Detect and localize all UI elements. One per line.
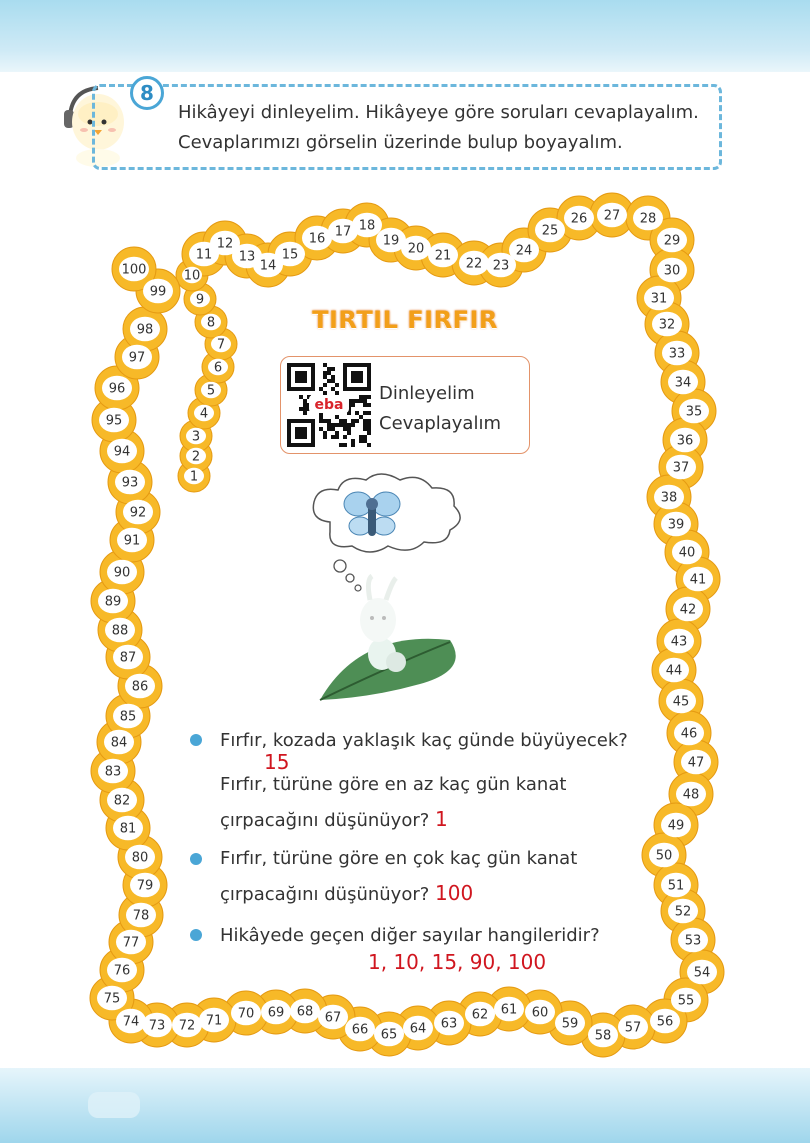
caterpillar-number: 17 bbox=[334, 224, 352, 240]
caterpillar-number: 58 bbox=[594, 1028, 612, 1044]
caterpillar-number: 39 bbox=[667, 517, 685, 533]
caterpillar-number-bead[interactable] bbox=[649, 843, 679, 868]
caterpillar-number: 44 bbox=[665, 663, 683, 679]
caterpillar-number: 91 bbox=[123, 533, 141, 549]
caterpillar-number: 37 bbox=[672, 460, 690, 476]
caterpillar-number: 15 bbox=[281, 247, 299, 263]
caterpillar-number: 54 bbox=[693, 965, 711, 981]
caterpillar-number: 56 bbox=[656, 1014, 674, 1030]
qr-module bbox=[367, 403, 371, 407]
qr-module bbox=[319, 419, 323, 423]
caterpillar-number-bead[interactable] bbox=[666, 455, 696, 480]
qr-module bbox=[331, 435, 335, 439]
caterpillar-number: 52 bbox=[674, 904, 692, 920]
caterpillar-number: 81 bbox=[119, 821, 137, 837]
qr-module bbox=[355, 399, 359, 403]
qr-module bbox=[319, 415, 323, 419]
caterpillar-number-bead[interactable] bbox=[116, 1009, 146, 1034]
caterpillar-number: 66 bbox=[351, 1022, 369, 1038]
answer-2: 1 bbox=[435, 807, 448, 831]
qr-module bbox=[335, 415, 339, 419]
caterpillar-number-bead[interactable] bbox=[668, 370, 698, 395]
qr-module bbox=[363, 423, 367, 427]
qr-audio-card[interactable] bbox=[280, 356, 530, 454]
qr-module bbox=[331, 375, 335, 379]
caterpillar-number: 45 bbox=[672, 694, 690, 710]
caterpillar-number-bead[interactable] bbox=[652, 312, 682, 337]
caterpillar-number: 7 bbox=[216, 337, 226, 353]
caterpillar-number: 5 bbox=[206, 383, 216, 399]
caterpillar-number-bead[interactable] bbox=[115, 470, 145, 495]
caterpillar-number: 12 bbox=[216, 236, 234, 252]
caterpillar-number: 25 bbox=[541, 223, 559, 239]
caterpillar-number-bead[interactable] bbox=[668, 899, 698, 924]
caterpillar-number-bead[interactable] bbox=[664, 629, 694, 654]
caterpillar-number-bead[interactable] bbox=[142, 1013, 172, 1038]
question-text: Hikâyede geçen diğer sayılar hangileridir? bbox=[220, 925, 600, 946]
qr-module bbox=[367, 423, 371, 427]
caterpillar-number: 22 bbox=[465, 256, 483, 272]
caterpillar-number: 79 bbox=[136, 878, 154, 894]
caterpillar-number-bead[interactable] bbox=[555, 1011, 585, 1036]
qr-module bbox=[343, 427, 347, 431]
caterpillar-number: 29 bbox=[663, 233, 681, 249]
caterpillar-number-bead[interactable] bbox=[119, 257, 149, 282]
caterpillar-number-bead[interactable] bbox=[661, 813, 691, 838]
caterpillar-number: 41 bbox=[689, 572, 707, 588]
caterpillar-number-bead[interactable] bbox=[535, 218, 565, 243]
caterpillar-number: 68 bbox=[296, 1004, 314, 1020]
qr-module bbox=[331, 427, 335, 431]
caterpillar-number-bead[interactable] bbox=[275, 242, 305, 267]
caterpillar-number-bead[interactable] bbox=[683, 567, 713, 592]
caterpillar-number-bead[interactable] bbox=[657, 258, 687, 283]
caterpillar-number-bead[interactable] bbox=[633, 206, 663, 231]
qr-finder bbox=[351, 371, 363, 383]
caterpillar-number: 89 bbox=[104, 594, 122, 610]
qr-module bbox=[367, 431, 371, 435]
caterpillar-number: 53 bbox=[684, 933, 702, 949]
caterpillar-number-bead[interactable] bbox=[671, 988, 701, 1013]
qr-module bbox=[351, 423, 355, 427]
qr-module bbox=[347, 423, 351, 427]
question-2 bbox=[220, 768, 566, 838]
caterpillar-number-bead[interactable] bbox=[345, 1017, 375, 1042]
caterpillar-number-bead[interactable] bbox=[172, 1013, 202, 1038]
caterpillar-number-bead[interactable] bbox=[659, 658, 689, 683]
qr-module bbox=[303, 399, 307, 403]
caterpillar-number: 32 bbox=[658, 317, 676, 333]
qr-module bbox=[347, 427, 351, 431]
qr-module bbox=[339, 443, 343, 447]
qr-module bbox=[359, 415, 363, 419]
caterpillar-number: 50 bbox=[655, 848, 673, 864]
caterpillar-number-bead[interactable] bbox=[657, 228, 687, 253]
caterpillar-number-bead[interactable] bbox=[104, 730, 134, 755]
caterpillar-number-bead[interactable] bbox=[597, 203, 627, 228]
caterpillar-number-bead[interactable] bbox=[199, 1008, 229, 1033]
caterpillar-number: 30 bbox=[663, 263, 681, 279]
qr-module bbox=[351, 419, 355, 423]
caterpillar-number-bead[interactable] bbox=[105, 618, 135, 643]
caterpillar-number: 16 bbox=[308, 231, 326, 247]
caterpillar-number-bead[interactable] bbox=[650, 1009, 680, 1034]
qr-module bbox=[327, 423, 331, 427]
caterpillar-number-bead[interactable] bbox=[401, 236, 431, 261]
caterpillar-number: 71 bbox=[205, 1013, 223, 1029]
caterpillar-number-bead[interactable] bbox=[564, 206, 594, 231]
caterpillar-number-bead[interactable] bbox=[102, 376, 132, 401]
caterpillar-number-bead[interactable] bbox=[661, 512, 691, 537]
answer-3: 100 bbox=[435, 881, 474, 905]
qr-module bbox=[303, 403, 307, 407]
caterpillar-number: 57 bbox=[624, 1020, 642, 1036]
caterpillar-number-bead[interactable] bbox=[618, 1015, 648, 1040]
question-text: Fırfır, türüne göre en az kaç gün kanat bbox=[220, 774, 567, 795]
caterpillar-number: 73 bbox=[148, 1018, 166, 1034]
qr-module bbox=[327, 379, 331, 383]
qr-module bbox=[355, 411, 359, 415]
caterpillar-number: 94 bbox=[113, 444, 131, 460]
caterpillar-number: 24 bbox=[515, 243, 533, 259]
caterpillar-number-bead[interactable] bbox=[99, 408, 129, 433]
caterpillar-number-bead[interactable] bbox=[182, 267, 202, 284]
caterpillar-number: 34 bbox=[674, 375, 692, 391]
qr-module bbox=[319, 427, 323, 431]
qr-module bbox=[351, 403, 355, 407]
caterpillar-number: 3 bbox=[191, 429, 201, 445]
qr-module bbox=[323, 431, 327, 435]
question-3 bbox=[220, 842, 577, 912]
qr-module bbox=[327, 367, 331, 371]
qr-module bbox=[363, 435, 367, 439]
caterpillar-number: 1 bbox=[189, 469, 199, 485]
question-text: çırpacağını düşünüyor? bbox=[220, 884, 430, 905]
caterpillar-number: 97 bbox=[128, 350, 146, 366]
qr-module bbox=[323, 383, 327, 387]
caterpillar-number-bead[interactable] bbox=[403, 1016, 433, 1041]
caterpillar-number: 13 bbox=[238, 249, 256, 265]
caterpillar-number: 59 bbox=[561, 1016, 579, 1032]
caterpillar-number: 67 bbox=[324, 1010, 342, 1026]
caterpillar-number-bead[interactable] bbox=[676, 782, 706, 807]
qr-module bbox=[351, 443, 355, 447]
caterpillar-number-bead[interactable] bbox=[352, 213, 382, 238]
qr-module bbox=[367, 395, 371, 399]
caterpillar-number: 78 bbox=[132, 908, 150, 924]
caterpillar-number-bead[interactable] bbox=[654, 485, 684, 510]
qr-module bbox=[299, 395, 303, 399]
qr-module bbox=[347, 431, 351, 435]
caterpillar-number: 80 bbox=[131, 850, 149, 866]
qr-module bbox=[331, 379, 335, 383]
caterpillar-number-bead[interactable] bbox=[459, 251, 489, 276]
caterpillar-number-bead[interactable] bbox=[116, 930, 146, 955]
qr-module bbox=[367, 443, 371, 447]
qr-module bbox=[343, 435, 347, 439]
caterpillar-number: 38 bbox=[660, 490, 678, 506]
qr-module bbox=[367, 411, 371, 415]
qr-card-label bbox=[379, 379, 501, 439]
caterpillar-number-bead[interactable] bbox=[679, 399, 709, 424]
caterpillar-number: 65 bbox=[380, 1027, 398, 1043]
qr-module bbox=[363, 403, 367, 407]
caterpillar-number-bead[interactable] bbox=[302, 226, 332, 251]
qr-module bbox=[363, 419, 367, 423]
caterpillar-number: 75 bbox=[103, 991, 121, 1007]
caterpillar-number-bead[interactable] bbox=[588, 1023, 618, 1048]
caterpillar-number-bead[interactable] bbox=[661, 873, 691, 898]
qr-module bbox=[355, 419, 359, 423]
qr-module bbox=[331, 423, 335, 427]
caterpillar-number: 72 bbox=[178, 1018, 196, 1034]
caterpillar-number-bead[interactable] bbox=[113, 816, 143, 841]
caterpillar-number-bead[interactable] bbox=[318, 1005, 348, 1030]
caterpillar-number: 14 bbox=[259, 258, 277, 274]
caterpillar-number: 48 bbox=[682, 787, 700, 803]
caterpillar-number-bead[interactable] bbox=[125, 674, 155, 699]
question-bullet bbox=[190, 853, 202, 865]
caterpillar-number: 74 bbox=[122, 1014, 140, 1030]
caterpillar-number: 23 bbox=[492, 258, 510, 274]
caterpillar-number-bead[interactable] bbox=[130, 873, 160, 898]
qr-module bbox=[323, 419, 327, 423]
caterpillar-number-bead[interactable] bbox=[670, 428, 700, 453]
caterpillar-number-bead[interactable] bbox=[465, 1002, 495, 1027]
caterpillar-number: 19 bbox=[382, 233, 400, 249]
question-4 bbox=[220, 919, 600, 953]
caterpillar-number-bead[interactable] bbox=[113, 704, 143, 729]
caterpillar-number: 28 bbox=[639, 211, 657, 227]
caterpillar-number: 87 bbox=[119, 650, 137, 666]
caterpillar-number: 92 bbox=[129, 505, 147, 521]
qr-card-line: Cevaplayalım bbox=[379, 413, 502, 434]
qr-card-line: Dinleyelim bbox=[379, 383, 475, 404]
qr-module bbox=[303, 407, 307, 411]
caterpillar-number: 82 bbox=[113, 793, 131, 809]
caterpillar-number-bead[interactable] bbox=[125, 845, 155, 870]
caterpillar-number-bead[interactable] bbox=[290, 999, 320, 1024]
caterpillar-number-bead[interactable] bbox=[644, 286, 674, 311]
caterpillar-number: 21 bbox=[434, 248, 452, 264]
caterpillar-number-bead[interactable] bbox=[662, 341, 692, 366]
qr-module bbox=[367, 427, 371, 431]
caterpillar-number-bead[interactable] bbox=[143, 279, 173, 304]
caterpillar-number: 2 bbox=[191, 449, 201, 465]
caterpillar-number: 10 bbox=[183, 268, 201, 284]
caterpillar-number: 69 bbox=[267, 1005, 285, 1021]
caterpillar-number-bead[interactable] bbox=[261, 1000, 291, 1025]
caterpillar-number: 83 bbox=[104, 764, 122, 780]
qr-module bbox=[335, 431, 339, 435]
caterpillar-number: 4 bbox=[199, 406, 209, 422]
qr-module bbox=[299, 407, 303, 411]
qr-module bbox=[335, 435, 339, 439]
caterpillar-number: 55 bbox=[677, 993, 695, 1009]
caterpillar-number: 35 bbox=[685, 404, 703, 420]
qr-module bbox=[323, 371, 327, 375]
caterpillar-number-bead[interactable] bbox=[113, 645, 143, 670]
qr-module bbox=[327, 419, 331, 423]
caterpillar-number: 100 bbox=[121, 262, 147, 278]
caterpillar-number-bead[interactable] bbox=[107, 439, 137, 464]
eba-logo-text: eba bbox=[314, 397, 344, 413]
caterpillar-number: 86 bbox=[131, 679, 149, 695]
instruction-line: Hikâyeyi dinleyelim. Hikâyeye göre soruları cevaplayalım. bbox=[178, 102, 699, 123]
caterpillar-number-bead[interactable] bbox=[509, 238, 539, 263]
question-bullet bbox=[190, 929, 202, 941]
qr-module bbox=[363, 395, 367, 399]
caterpillar-number: 40 bbox=[678, 545, 696, 561]
question-text: çırpacağını düşünüyor? bbox=[220, 810, 430, 831]
caterpillar-number: 18 bbox=[358, 218, 376, 234]
caterpillar-number: 8 bbox=[206, 315, 216, 331]
qr-module bbox=[319, 387, 323, 391]
caterpillar-number-bead[interactable] bbox=[374, 1022, 404, 1047]
caterpillar-number-bead[interactable] bbox=[130, 317, 160, 342]
caterpillar-number-bead[interactable] bbox=[98, 759, 128, 784]
caterpillar-number-bead[interactable] bbox=[97, 986, 127, 1011]
question-text: Fırfır, kozada yaklaşık kaç günde büyüyecek? bbox=[220, 730, 628, 751]
caterpillar-number: 70 bbox=[237, 1006, 255, 1022]
qr-module bbox=[343, 423, 347, 427]
question-text: Fırfır, türüne göre en çok kaç gün kanat bbox=[220, 848, 578, 869]
eba-logo-icon bbox=[309, 395, 349, 413]
caterpillar-number: 31 bbox=[650, 291, 668, 307]
caterpillar-number: 77 bbox=[122, 935, 140, 951]
qr-module bbox=[335, 423, 339, 427]
caterpillar-number: 99 bbox=[149, 284, 167, 300]
caterpillar-number-bead[interactable] bbox=[434, 1011, 464, 1036]
caterpillar-number: 20 bbox=[407, 241, 425, 257]
qr-module bbox=[327, 371, 331, 375]
caterpillar-number: 11 bbox=[195, 247, 213, 263]
caterpillar-number-bead[interactable] bbox=[428, 243, 458, 268]
caterpillar-number: 51 bbox=[667, 878, 685, 894]
instruction-line: Cevaplarımızı görselin üzerinde bulup boyayalım. bbox=[178, 132, 623, 153]
caterpillar-number-bead[interactable] bbox=[673, 597, 703, 622]
answer-1: 15 bbox=[264, 750, 290, 774]
qr-module bbox=[359, 395, 363, 399]
qr-module bbox=[359, 439, 363, 443]
caterpillar-number: 88 bbox=[111, 623, 129, 639]
caterpillar-number-bead[interactable] bbox=[674, 721, 704, 746]
caterpillar-number-bead[interactable] bbox=[117, 528, 147, 553]
caterpillar-number: 33 bbox=[668, 346, 686, 362]
qr-module bbox=[363, 439, 367, 443]
answer-4: 1, 10, 15, 90, 100 bbox=[368, 950, 547, 974]
caterpillar-number-bead[interactable] bbox=[126, 903, 156, 928]
qr-module bbox=[339, 423, 343, 427]
caterpillar-number-bead[interactable] bbox=[525, 1000, 555, 1025]
caterpillar-number: 43 bbox=[670, 634, 688, 650]
caterpillar-number: 6 bbox=[213, 360, 223, 376]
qr-module bbox=[331, 387, 335, 391]
qr-module bbox=[359, 435, 363, 439]
caterpillar-number: 98 bbox=[136, 322, 154, 338]
qr-module bbox=[363, 399, 367, 403]
qr-module bbox=[323, 375, 327, 379]
caterpillar-number: 96 bbox=[108, 381, 126, 397]
caterpillar-number-bead[interactable] bbox=[123, 500, 153, 525]
caterpillar-number-bead[interactable] bbox=[681, 750, 711, 775]
caterpillar-number-bead[interactable] bbox=[122, 345, 152, 370]
qr-module bbox=[323, 435, 327, 439]
qr-module bbox=[351, 399, 355, 403]
caterpillar-dreaming-illustration bbox=[300, 470, 500, 710]
caterpillar-number-bead[interactable] bbox=[494, 997, 524, 1022]
caterpillar-number-bead[interactable] bbox=[98, 589, 128, 614]
caterpillar-number: 49 bbox=[667, 818, 685, 834]
qr-module bbox=[351, 439, 355, 443]
caterpillar-number: 76 bbox=[113, 963, 131, 979]
caterpillar-number: 95 bbox=[105, 413, 123, 429]
caterpillar-number: 90 bbox=[113, 565, 131, 581]
caterpillar-number: 62 bbox=[471, 1007, 489, 1023]
caterpillar-number-bead[interactable] bbox=[231, 1001, 261, 1026]
qr-module bbox=[323, 363, 327, 367]
caterpillar-number-bead[interactable] bbox=[107, 958, 137, 983]
caterpillar-number-bead[interactable] bbox=[666, 689, 696, 714]
caterpillar-number-bead[interactable] bbox=[678, 928, 708, 953]
caterpillar-number: 61 bbox=[500, 1002, 518, 1018]
story-title: TIRTIL FIRFIR bbox=[312, 306, 498, 334]
caterpillar-number: 47 bbox=[687, 755, 705, 771]
caterpillar-number: 9 bbox=[195, 292, 205, 308]
caterpillar-number: 26 bbox=[570, 211, 588, 227]
qr-module bbox=[331, 367, 335, 371]
qr-module bbox=[327, 427, 331, 431]
caterpillar-number: 27 bbox=[603, 208, 621, 224]
qr-module bbox=[363, 427, 367, 431]
qr-finder bbox=[295, 371, 307, 383]
caterpillar-number: 93 bbox=[121, 475, 139, 491]
caterpillar-number-bead[interactable] bbox=[107, 560, 137, 585]
step-number-badge: 8 bbox=[130, 76, 164, 110]
qr-module bbox=[335, 383, 339, 387]
caterpillar-number: 42 bbox=[679, 602, 697, 618]
caterpillar-number-bead[interactable] bbox=[107, 788, 137, 813]
caterpillar-number: 84 bbox=[110, 735, 128, 751]
caterpillar-number: 46 bbox=[680, 726, 698, 742]
caterpillar-number: 60 bbox=[531, 1005, 549, 1021]
qr-module bbox=[339, 419, 343, 423]
qr-module bbox=[343, 443, 347, 447]
qr-module bbox=[367, 419, 371, 423]
caterpillar-number: 64 bbox=[409, 1021, 427, 1037]
qr-finder bbox=[295, 427, 307, 439]
caterpillar-number: 85 bbox=[119, 709, 137, 725]
caterpillar-number-bead[interactable] bbox=[672, 540, 702, 565]
qr-module bbox=[343, 419, 347, 423]
caterpillar-number: 63 bbox=[440, 1016, 458, 1032]
caterpillar-number: 36 bbox=[676, 433, 694, 449]
qr-module bbox=[303, 411, 307, 415]
butterfly-icon bbox=[344, 492, 400, 536]
qr-module bbox=[359, 399, 363, 403]
qr-module bbox=[363, 411, 367, 415]
question-bullet bbox=[190, 734, 202, 746]
caterpillar-number-bead[interactable] bbox=[687, 960, 717, 985]
